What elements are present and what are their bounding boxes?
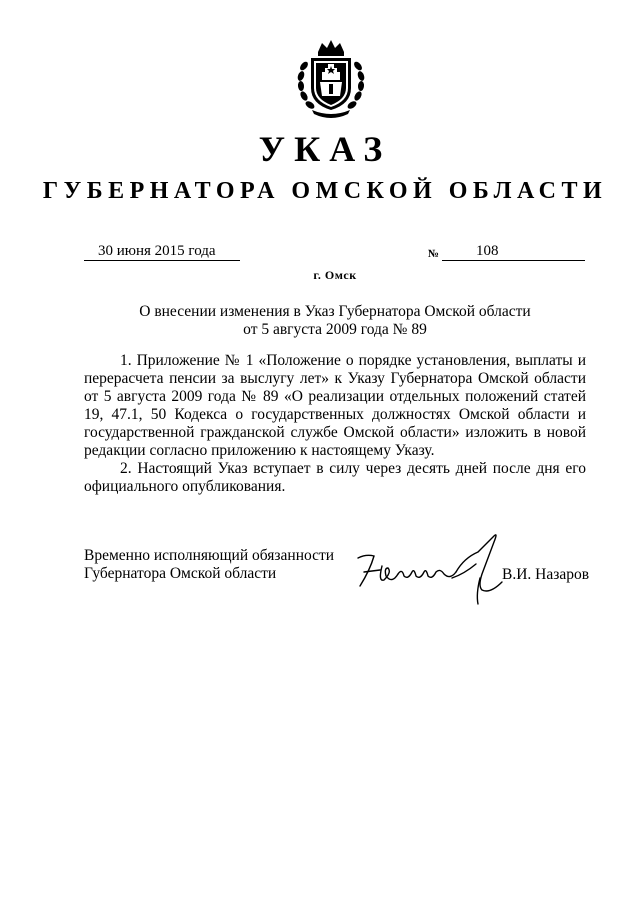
- signatory-position-line-2: Губернатора Омской области: [84, 565, 277, 582]
- decree-heading: [84, 303, 586, 339]
- heading-line-2: от 5 августа 2009 года № 89: [243, 321, 427, 338]
- body-paragraph-1: 1. Приложение № 1 «Положение о порядке установления, выплаты и перерасчета пенсии за выслугу лет» к Указу Губернатора Омской области от 5 августа 2009 года № 89 «О реализации отдельных положений статей 19, 47.1, 50 Кодекса о государственных должностях Омской области и государственной гражданской службе Омской области» изложить в новой редакции согласно приложению к настоящему Указу.: [84, 352, 586, 459]
- coat-of-arms-icon: [292, 38, 370, 120]
- city: г. Омск: [313, 268, 357, 282]
- heading-line-1: О внесении изменения в Указ Губернатора Омской области: [139, 303, 531, 320]
- document-subtitle: ГУБЕРНАТОРА ОМСКОЙ ОБЛАСТИ: [42, 178, 608, 204]
- signatory-position: [84, 547, 334, 583]
- signatory-name: В.И. Назаров: [502, 566, 590, 583]
- decree-number: 108: [442, 242, 585, 261]
- body-paragraph-2: 2. Настоящий Указ вступает в силу через десять дней после дня его официального опубликования.: [84, 460, 586, 495]
- signatory-position-line-1: Временно исполняющий обязанности: [84, 547, 335, 564]
- number-label: №: [428, 248, 440, 260]
- handwritten-signature: [352, 528, 520, 606]
- decree-date: 30 июня 2015 года: [84, 242, 240, 261]
- document-title: УКАЗ: [258, 129, 392, 169]
- decree-body: [84, 352, 586, 496]
